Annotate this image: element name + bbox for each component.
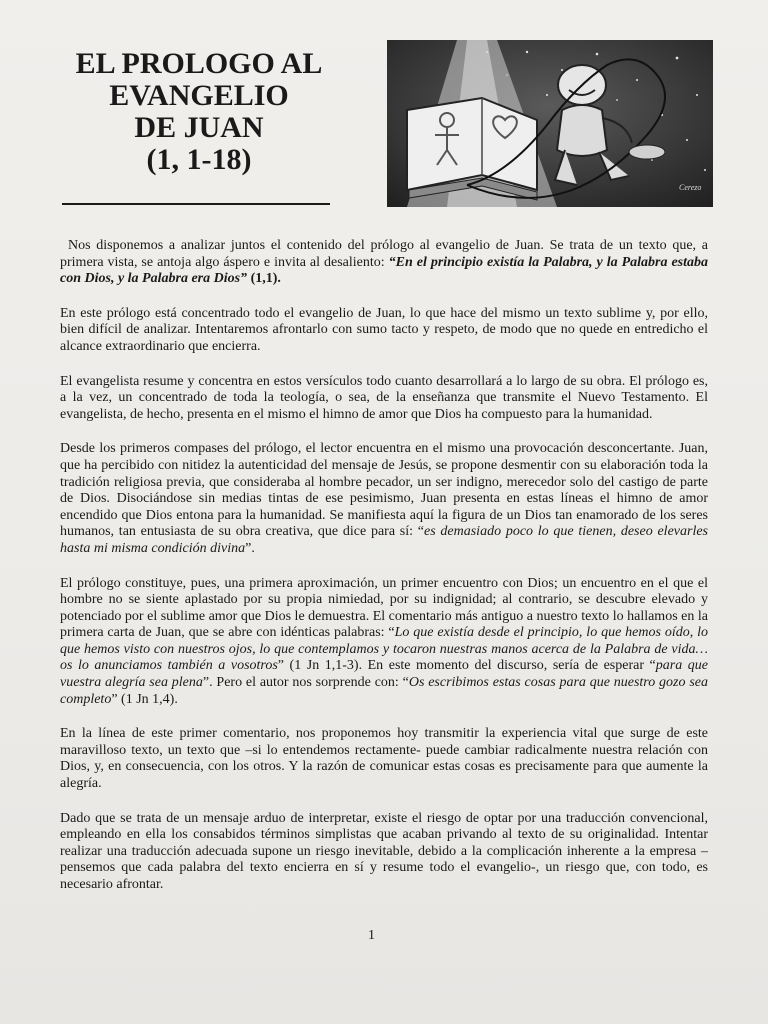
body-paragraph	[60, 726, 708, 792]
body-paragraph	[60, 441, 708, 557]
body-paragraph	[60, 374, 708, 424]
body-paragraph	[60, 238, 708, 288]
document-title	[64, 48, 334, 176]
text-segment: El prólogo constituye, pues, una primera aproximación, un primer encuentro con Dios; un encuentro en el que el hombre no se siente aplastado por su propia nimiedad, por su indignidad; al contrario, se descubre elevado y potenciado por el sublime amor que Dios le demuestra. El comentario más antiguo a nuestro texto lo hallamos en la primera carta de Juan, que se abre con idénticas palabras: “	[60, 575, 708, 641]
text-segment: ”. Pero el autor nos sorprende con: “	[202, 675, 409, 691]
text-segment: En la línea de este primer comentario, nos proponemos hoy transmitir la experiencia vital que surge de este maravilloso texto, un texto que –si lo entendemos rectamente- puede cambiar radicalmente nuestra relación con Dios, y, en consecuencia, con los otros. Y la razón de comunicar estas cosas es precisamente para que aumente la alegría.	[60, 726, 708, 792]
body-paragraph	[60, 576, 708, 709]
illustration-child-with-open-bible	[387, 40, 713, 207]
text-segment: Os escribimos estas cosas para que nuestro gozo sea completo	[60, 675, 708, 707]
text-segment: “En el principio existía la Palabra, y la Palabra estaba con Dios, y la Palabra era Dios”	[60, 254, 708, 287]
body-paragraph	[60, 811, 708, 894]
title-line-1: EL PROLOGO AL	[75, 47, 323, 80]
text-segment: Nos disponemos a analizar juntos el contenido del prólogo al evangelio de Juan. Se trata de un texto que, a primera vista, se antoja algo áspero e invita al desaliento:	[60, 238, 708, 270]
title-underline	[62, 203, 330, 205]
text-segment: Lo que existía desde el principio, lo que hemos oído, lo que hemos visto con nuestros ojos, lo que contemplamos y tocaron nuestras manos acerca de la Palabra de vida… os lo anunciamos también a vosotros	[60, 625, 708, 674]
title-line-2: EVANGELIO	[109, 79, 289, 112]
text-segment: ” (1 Jn 1,1-3). En este momento del discurso, sería de esperar “	[277, 658, 656, 674]
text-segment: El evangelista resume y concentra en estos versículos todo cuanto desarrollará a lo largo de su obra. El prólogo es, a la vez, un concentrado de toda la teología, o sea, de la enseñanza que transmite el Nuevo Testamento. El evangelista, de hecho, presenta en el mismo el himno de amor que Dios ha compuesto para la humanidad.	[60, 373, 708, 422]
text-segment: Dado que se trata de un mensaje arduo de interpretar, existe el riesgo de optar por una traducción convencional, empleando en ella los consabidos términos simplistas que acaban privando al texto de su originalidad. Intentar realizar una traducción adecuada supone un riesgo inevitable, debido a la complicación inherente a la empresa –pensemos que cada palabra del texto encierra en sí y resume todo el evangelio-, un riesgo que, con todo, es necesario afrontar.	[60, 810, 708, 892]
text-segment: para que vuestra alegría sea plena	[60, 658, 708, 691]
text-segment: ”.	[245, 540, 255, 556]
body-paragraph	[60, 306, 708, 356]
text-segment: ” (1 Jn 1,4).	[111, 691, 178, 707]
text-segment: (1,1).	[247, 271, 281, 287]
text-segment: es demasiado poco lo que tienen, deseo elevarles hasta mi misma condición divina	[60, 524, 708, 556]
title-line-4: (1, 1-18)	[146, 143, 252, 176]
document-body	[60, 238, 708, 912]
illustrator-signature: Cerezo	[679, 183, 702, 192]
text-segment: En este prólogo está concentrado todo el evangelio de Juan, lo que hace del mismo un texto sublime y, por ello, bien difícil de analizar. Intentaremos afrontarlo con sumo tacto y respeto, de modo que no quede en entredicho el alcance extraordinario que encierra.	[60, 305, 708, 354]
title-line-3: DE JUAN	[134, 111, 264, 144]
text-segment: Desde los primeros compases del prólogo, el lector encuentra en el mismo una provocación desconcertante. Juan, que ha percibido con nitidez la autenticidad del mensaje de Jesús, se propone desmentir con su elaboración toda la tradición religiosa previa, que consideraba al hombre pecador, un ser indigno, merecedor solo del castigo de parte de Dios. Disociándose sin medias tintas de ese pesimismo, Juan presenta en estas líneas el himno de amor encendido que Dios entona para la humanidad. Se manifiesta aquí la figura de un Dios tan enamorado de los seres humanos, tan entusiasta de su obra creativa, que dice para sí: “	[60, 441, 708, 540]
page-number: 1	[368, 928, 375, 943]
